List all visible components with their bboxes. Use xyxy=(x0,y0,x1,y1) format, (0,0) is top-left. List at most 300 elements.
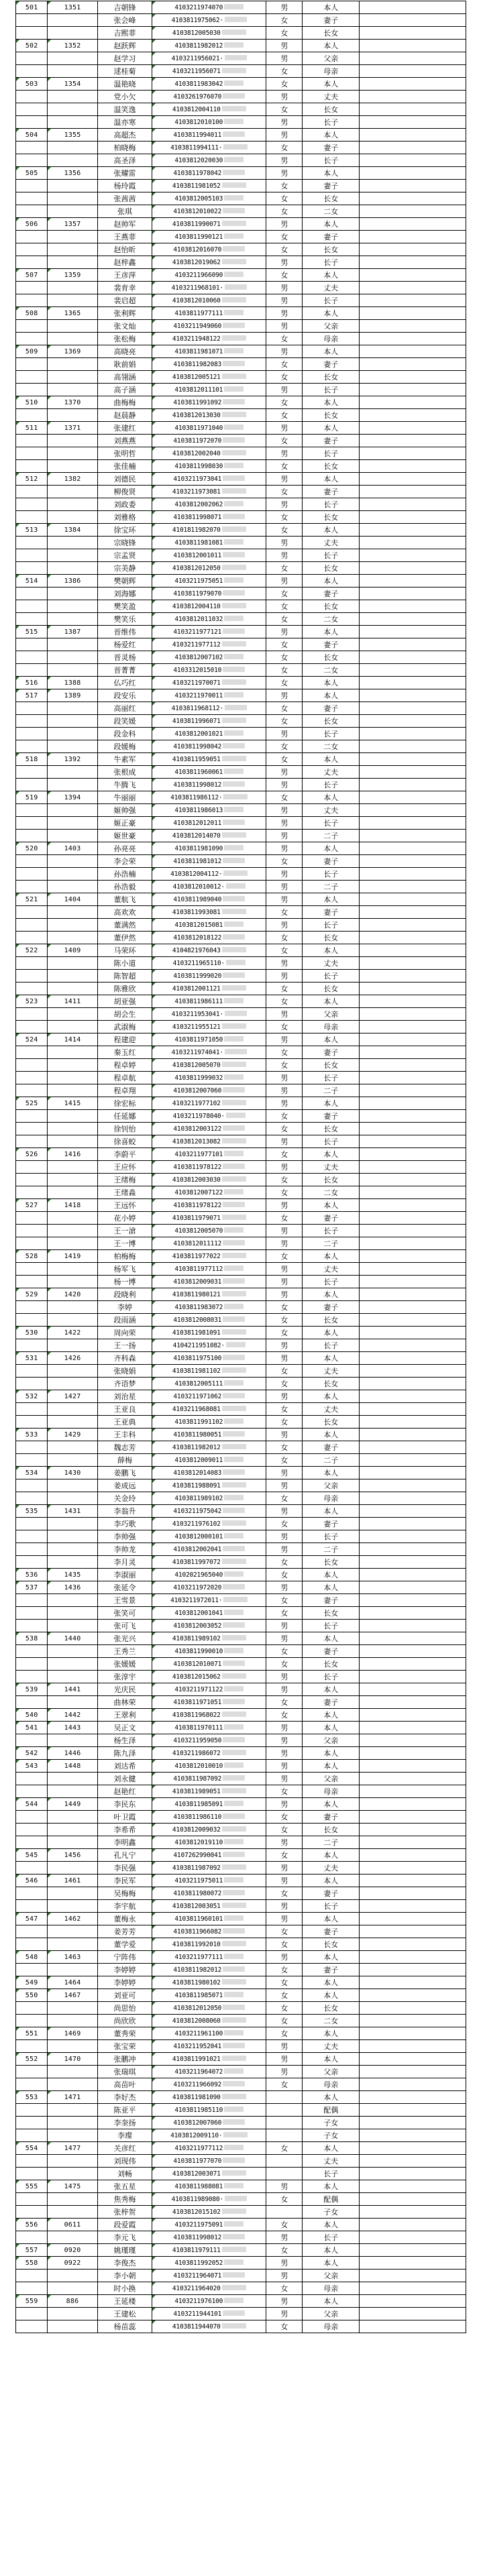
cell-id-number[interactable] xyxy=(152,1989,266,2002)
cell-household-id[interactable] xyxy=(48,626,98,638)
cell-notes[interactable] xyxy=(360,1671,466,1683)
cell-relationship[interactable] xyxy=(303,486,360,498)
cell-gender[interactable] xyxy=(266,753,303,766)
cell-gender[interactable] xyxy=(266,1008,303,1021)
cell-gender[interactable] xyxy=(266,1773,303,1785)
table-row[interactable] xyxy=(16,702,466,715)
table-row[interactable] xyxy=(16,409,466,422)
table-row[interactable] xyxy=(16,524,466,537)
cell-id-number[interactable] xyxy=(152,970,266,983)
cell-sequence-number[interactable] xyxy=(16,2231,48,2244)
table-row[interactable] xyxy=(16,371,466,384)
cell-sequence-number[interactable] xyxy=(16,715,48,728)
cell-gender[interactable] xyxy=(266,2078,303,2091)
cell-relationship[interactable] xyxy=(303,1263,360,1276)
cell-relationship[interactable] xyxy=(303,1441,360,1454)
cell-household-id[interactable] xyxy=(48,27,98,40)
cell-sequence-number[interactable] xyxy=(16,65,48,78)
cell-id-number[interactable] xyxy=(152,626,266,638)
cell-relationship[interactable] xyxy=(303,2053,360,2066)
cell-person-name[interactable] xyxy=(97,868,152,881)
cell-person-name[interactable] xyxy=(97,881,152,893)
cell-person-name[interactable] xyxy=(97,1722,152,1734)
cell-household-id[interactable] xyxy=(48,1301,98,1314)
table-row[interactable] xyxy=(16,804,466,817)
cell-sequence-number[interactable] xyxy=(16,2244,48,2257)
cell-person-name[interactable] xyxy=(97,269,152,282)
cell-notes[interactable] xyxy=(360,1237,466,1250)
cell-id-number[interactable] xyxy=(152,142,266,154)
cell-notes[interactable] xyxy=(360,549,466,562)
cell-household-id[interactable] xyxy=(48,779,98,791)
cell-notes[interactable] xyxy=(360,2282,466,2295)
cell-household-id[interactable] xyxy=(48,78,98,91)
cell-person-name[interactable] xyxy=(97,2078,152,2091)
table-row[interactable] xyxy=(16,1874,466,1887)
cell-notes[interactable] xyxy=(360,1072,466,1084)
cell-household-id[interactable] xyxy=(48,1467,98,1479)
cell-sequence-number[interactable] xyxy=(16,906,48,919)
table-row[interactable] xyxy=(16,906,466,919)
cell-id-number[interactable] xyxy=(152,167,266,180)
cell-id-number[interactable] xyxy=(152,600,266,613)
cell-sequence-number[interactable] xyxy=(16,282,48,294)
cell-relationship[interactable] xyxy=(303,447,360,460)
cell-relationship[interactable] xyxy=(303,1199,360,1212)
cell-relationship[interactable] xyxy=(303,2015,360,2027)
cell-notes[interactable] xyxy=(360,2002,466,2015)
cell-id-number[interactable] xyxy=(152,868,266,881)
cell-relationship[interactable] xyxy=(303,1097,360,1110)
cell-sequence-number[interactable] xyxy=(16,231,48,243)
cell-notes[interactable] xyxy=(360,562,466,575)
cell-relationship[interactable] xyxy=(303,1365,360,1378)
cell-gender[interactable] xyxy=(266,1671,303,1683)
cell-notes[interactable] xyxy=(360,1874,466,1887)
cell-gender[interactable] xyxy=(266,1747,303,1760)
cell-notes[interactable] xyxy=(360,830,466,842)
cell-id-number[interactable] xyxy=(152,881,266,893)
cell-relationship[interactable] xyxy=(303,2206,360,2219)
table-row[interactable] xyxy=(16,27,466,40)
cell-household-id[interactable] xyxy=(48,1250,98,1263)
cell-sequence-number[interactable] xyxy=(16,613,48,626)
cell-household-id[interactable] xyxy=(48,422,98,435)
table-row[interactable] xyxy=(16,1046,466,1059)
cell-sequence-number[interactable] xyxy=(16,1327,48,1339)
cell-household-id[interactable] xyxy=(48,1874,98,1887)
cell-notes[interactable] xyxy=(360,142,466,154)
table-row[interactable] xyxy=(16,1314,466,1327)
cell-household-id[interactable] xyxy=(48,1925,98,1938)
cell-relationship[interactable] xyxy=(303,766,360,779)
table-row[interactable] xyxy=(16,2308,466,2320)
table-row[interactable] xyxy=(16,1632,466,1645)
cell-relationship[interactable] xyxy=(303,473,360,486)
table-row[interactable] xyxy=(16,1683,466,1696)
cell-gender[interactable] xyxy=(266,1212,303,1225)
cell-relationship[interactable] xyxy=(303,396,360,409)
cell-id-number[interactable] xyxy=(152,192,266,205)
cell-id-number[interactable] xyxy=(152,282,266,294)
table-row[interactable] xyxy=(16,1352,466,1365)
cell-sequence-number[interactable] xyxy=(16,1403,48,1416)
cell-sequence-number[interactable] xyxy=(16,1976,48,1989)
cell-gender[interactable] xyxy=(266,1199,303,1212)
cell-sequence-number[interactable] xyxy=(16,1110,48,1123)
cell-id-number[interactable] xyxy=(152,103,266,116)
cell-relationship[interactable] xyxy=(303,435,360,447)
cell-id-number[interactable] xyxy=(152,396,266,409)
cell-person-name[interactable] xyxy=(97,600,152,613)
table-row[interactable] xyxy=(16,2295,466,2308)
cell-household-id[interactable] xyxy=(48,142,98,154)
cell-gender[interactable] xyxy=(266,2180,303,2193)
table-row[interactable] xyxy=(16,1849,466,1862)
table-row[interactable] xyxy=(16,1429,466,1441)
cell-person-name[interactable] xyxy=(97,2117,152,2129)
cell-id-number[interactable] xyxy=(152,1760,266,1773)
cell-sequence-number[interactable] xyxy=(16,1441,48,1454)
cell-gender[interactable] xyxy=(266,1734,303,1747)
table-row[interactable] xyxy=(16,689,466,702)
cell-notes[interactable] xyxy=(360,2078,466,2091)
cell-household-id[interactable] xyxy=(48,2040,98,2053)
cell-gender[interactable] xyxy=(266,1097,303,1110)
cell-notes[interactable] xyxy=(360,1658,466,1671)
cell-relationship[interactable] xyxy=(303,2168,360,2180)
cell-notes[interactable] xyxy=(360,1441,466,1454)
cell-household-id[interactable] xyxy=(48,1569,98,1581)
cell-household-id[interactable] xyxy=(48,613,98,626)
cell-id-number[interactable] xyxy=(152,2282,266,2295)
cell-gender[interactable] xyxy=(266,1709,303,1722)
cell-person-name[interactable] xyxy=(97,893,152,906)
cell-id-number[interactable] xyxy=(152,1747,266,1760)
cell-household-id[interactable] xyxy=(48,702,98,715)
cell-household-id[interactable] xyxy=(48,205,98,218)
cell-id-number[interactable] xyxy=(152,345,266,358)
table-row[interactable] xyxy=(16,180,466,192)
table-row[interactable] xyxy=(16,333,466,345)
cell-relationship[interactable] xyxy=(303,1492,360,1505)
cell-person-name[interactable] xyxy=(97,919,152,932)
cell-id-number[interactable] xyxy=(152,1645,266,1658)
cell-relationship[interactable] xyxy=(303,1734,360,1747)
table-row[interactable] xyxy=(16,1403,466,1416)
cell-household-id[interactable] xyxy=(48,2180,98,2193)
cell-gender[interactable] xyxy=(266,626,303,638)
table-row[interactable] xyxy=(16,587,466,600)
cell-relationship[interactable] xyxy=(303,638,360,651)
cell-notes[interactable] xyxy=(360,2168,466,2180)
cell-notes[interactable] xyxy=(360,154,466,167)
cell-relationship[interactable] xyxy=(303,1874,360,1887)
cell-household-id[interactable] xyxy=(48,269,98,282)
cell-id-number[interactable] xyxy=(152,1033,266,1046)
cell-person-name[interactable] xyxy=(97,1352,152,1365)
cell-relationship[interactable] xyxy=(303,1581,360,1594)
cell-relationship[interactable] xyxy=(303,1403,360,1416)
cell-person-name[interactable] xyxy=(97,1773,152,1785)
cell-person-name[interactable] xyxy=(97,549,152,562)
cell-household-id[interactable] xyxy=(48,1,98,14)
table-row[interactable] xyxy=(16,1250,466,1263)
cell-gender[interactable] xyxy=(266,600,303,613)
cell-id-number[interactable] xyxy=(152,2193,266,2206)
cell-gender[interactable] xyxy=(266,1365,303,1378)
cell-notes[interactable] xyxy=(360,600,466,613)
cell-relationship[interactable] xyxy=(303,740,360,753)
cell-sequence-number[interactable] xyxy=(16,2180,48,2193)
cell-id-number[interactable] xyxy=(152,1543,266,1556)
cell-gender[interactable] xyxy=(266,1288,303,1301)
cell-relationship[interactable] xyxy=(303,1148,360,1161)
cell-relationship[interactable] xyxy=(303,2270,360,2282)
cell-relationship[interactable] xyxy=(303,919,360,932)
cell-sequence-number[interactable] xyxy=(16,1543,48,1556)
cell-sequence-number[interactable] xyxy=(16,1390,48,1403)
cell-relationship[interactable] xyxy=(303,2282,360,2295)
cell-sequence-number[interactable] xyxy=(16,1084,48,1097)
cell-person-name[interactable] xyxy=(97,243,152,256)
cell-relationship[interactable] xyxy=(303,2193,360,2206)
table-row[interactable] xyxy=(16,1976,466,1989)
cell-household-id[interactable] xyxy=(48,2117,98,2129)
cell-household-id[interactable] xyxy=(48,294,98,307)
cell-sequence-number[interactable] xyxy=(16,1760,48,1773)
cell-relationship[interactable] xyxy=(303,1836,360,1849)
cell-id-number[interactable] xyxy=(152,2053,266,2066)
table-row[interactable] xyxy=(16,358,466,371)
cell-relationship[interactable] xyxy=(303,1212,360,1225)
table-row[interactable] xyxy=(16,1212,466,1225)
cell-id-number[interactable] xyxy=(152,944,266,957)
cell-household-id[interactable] xyxy=(48,2231,98,2244)
cell-relationship[interactable] xyxy=(303,129,360,142)
cell-gender[interactable] xyxy=(266,804,303,817)
cell-sequence-number[interactable] xyxy=(16,983,48,995)
cell-sequence-number[interactable] xyxy=(16,1951,48,1964)
cell-notes[interactable] xyxy=(360,638,466,651)
cell-gender[interactable] xyxy=(266,40,303,52)
cell-relationship[interactable] xyxy=(303,2142,360,2155)
cell-person-name[interactable] xyxy=(97,1581,152,1594)
cell-notes[interactable] xyxy=(360,1097,466,1110)
cell-id-number[interactable] xyxy=(152,1785,266,1798)
cell-id-number[interactable] xyxy=(152,1722,266,1734)
cell-id-number[interactable] xyxy=(152,830,266,842)
table-row[interactable] xyxy=(16,932,466,944)
table-row[interactable] xyxy=(16,1186,466,1199)
cell-sequence-number[interactable] xyxy=(16,1632,48,1645)
cell-sequence-number[interactable] xyxy=(16,995,48,1008)
cell-relationship[interactable] xyxy=(303,868,360,881)
cell-relationship[interactable] xyxy=(303,218,360,231)
table-row[interactable] xyxy=(16,1594,466,1607)
cell-notes[interactable] xyxy=(360,2129,466,2142)
cell-sequence-number[interactable] xyxy=(16,944,48,957)
cell-person-name[interactable] xyxy=(97,1288,152,1301)
table-row[interactable] xyxy=(16,638,466,651)
cell-sequence-number[interactable] xyxy=(16,1237,48,1250)
cell-person-name[interactable] xyxy=(97,1365,152,1378)
table-row[interactable] xyxy=(16,2282,466,2295)
cell-household-id[interactable] xyxy=(48,1722,98,1734)
cell-gender[interactable] xyxy=(266,2117,303,2129)
cell-notes[interactable] xyxy=(360,1352,466,1365)
cell-person-name[interactable] xyxy=(97,1887,152,1900)
cell-household-id[interactable] xyxy=(48,1913,98,1925)
cell-notes[interactable] xyxy=(360,868,466,881)
cell-relationship[interactable] xyxy=(303,1798,360,1811)
table-row[interactable] xyxy=(16,2206,466,2219)
cell-sequence-number[interactable] xyxy=(16,2168,48,2180)
cell-sequence-number[interactable] xyxy=(16,2040,48,2053)
cell-household-id[interactable] xyxy=(48,129,98,142)
cell-notes[interactable] xyxy=(360,447,466,460)
cell-household-id[interactable] xyxy=(48,562,98,575)
cell-relationship[interactable] xyxy=(303,2002,360,2015)
cell-id-number[interactable] xyxy=(152,1390,266,1403)
cell-household-id[interactable] xyxy=(48,1199,98,1212)
cell-gender[interactable] xyxy=(266,269,303,282)
cell-person-name[interactable] xyxy=(97,1951,152,1964)
cell-gender[interactable] xyxy=(266,2320,303,2333)
cell-notes[interactable] xyxy=(360,1199,466,1212)
cell-sequence-number[interactable] xyxy=(16,447,48,460)
cell-id-number[interactable] xyxy=(152,91,266,103)
table-row[interactable] xyxy=(16,447,466,460)
cell-relationship[interactable] xyxy=(303,2180,360,2193)
cell-person-name[interactable] xyxy=(97,944,152,957)
cell-household-id[interactable] xyxy=(48,1123,98,1135)
cell-id-number[interactable] xyxy=(152,2308,266,2320)
cell-household-id[interactable] xyxy=(48,345,98,358)
cell-person-name[interactable] xyxy=(97,460,152,473)
table-row[interactable] xyxy=(16,983,466,995)
cell-gender[interactable] xyxy=(266,1798,303,1811)
cell-relationship[interactable] xyxy=(303,1352,360,1365)
cell-person-name[interactable] xyxy=(97,2168,152,2180)
cell-household-id[interactable] xyxy=(48,307,98,320)
cell-gender[interactable] xyxy=(266,677,303,689)
cell-notes[interactable] xyxy=(360,52,466,65)
cell-sequence-number[interactable] xyxy=(16,14,48,27)
cell-id-number[interactable] xyxy=(152,1773,266,1785)
cell-household-id[interactable] xyxy=(48,1811,98,1824)
cell-household-id[interactable] xyxy=(48,2142,98,2155)
cell-person-name[interactable] xyxy=(97,2091,152,2104)
cell-gender[interactable] xyxy=(266,932,303,944)
cell-notes[interactable] xyxy=(360,511,466,524)
table-row[interactable] xyxy=(16,2053,466,2066)
cell-gender[interactable] xyxy=(266,2244,303,2257)
cell-gender[interactable] xyxy=(266,1225,303,1237)
cell-sequence-number[interactable] xyxy=(16,358,48,371)
cell-relationship[interactable] xyxy=(303,167,360,180)
cell-household-id[interactable] xyxy=(48,384,98,396)
cell-notes[interactable] xyxy=(360,2104,466,2117)
cell-notes[interactable] xyxy=(360,1760,466,1773)
cell-person-name[interactable] xyxy=(97,1849,152,1862)
cell-id-number[interactable] xyxy=(152,1964,266,1976)
cell-household-id[interactable] xyxy=(48,906,98,919)
cell-id-number[interactable] xyxy=(152,2015,266,2027)
cell-id-number[interactable] xyxy=(152,1492,266,1505)
cell-id-number[interactable] xyxy=(152,1046,266,1059)
cell-gender[interactable] xyxy=(266,486,303,498)
cell-person-name[interactable] xyxy=(97,1148,152,1161)
cell-relationship[interactable] xyxy=(303,358,360,371)
cell-household-id[interactable] xyxy=(48,1760,98,1773)
cell-relationship[interactable] xyxy=(303,1645,360,1658)
cell-sequence-number[interactable] xyxy=(16,1148,48,1161)
cell-sequence-number[interactable] xyxy=(16,2142,48,2155)
cell-relationship[interactable] xyxy=(303,1072,360,1084)
cell-relationship[interactable] xyxy=(303,944,360,957)
cell-household-id[interactable] xyxy=(48,1607,98,1620)
cell-gender[interactable] xyxy=(266,2295,303,2308)
cell-id-number[interactable] xyxy=(152,1276,266,1288)
cell-household-id[interactable] xyxy=(48,1327,98,1339)
cell-person-name[interactable] xyxy=(97,1390,152,1403)
cell-household-id[interactable] xyxy=(48,2193,98,2206)
cell-household-id[interactable] xyxy=(48,944,98,957)
cell-sequence-number[interactable] xyxy=(16,1530,48,1543)
table-row[interactable] xyxy=(16,1760,466,1773)
cell-sequence-number[interactable] xyxy=(16,600,48,613)
cell-gender[interactable] xyxy=(266,1722,303,1734)
cell-sequence-number[interactable] xyxy=(16,1288,48,1301)
cell-household-id[interactable] xyxy=(48,1747,98,1760)
cell-person-name[interactable] xyxy=(97,282,152,294)
cell-person-name[interactable] xyxy=(97,1378,152,1390)
cell-sequence-number[interactable] xyxy=(16,868,48,881)
cell-household-id[interactable] xyxy=(48,14,98,27)
table-row[interactable] xyxy=(16,1620,466,1632)
cell-relationship[interactable] xyxy=(303,1339,360,1352)
cell-id-number[interactable] xyxy=(152,1874,266,1887)
cell-notes[interactable] xyxy=(360,1900,466,1913)
cell-notes[interactable] xyxy=(360,2193,466,2206)
cell-household-id[interactable] xyxy=(48,1887,98,1900)
cell-id-number[interactable] xyxy=(152,1862,266,1874)
table-row[interactable] xyxy=(16,116,466,129)
cell-person-name[interactable] xyxy=(97,1874,152,1887)
cell-gender[interactable] xyxy=(266,1913,303,1925)
cell-relationship[interactable] xyxy=(303,613,360,626)
cell-relationship[interactable] xyxy=(303,1276,360,1288)
cell-sequence-number[interactable] xyxy=(16,371,48,384)
table-row[interactable] xyxy=(16,1416,466,1429)
cell-gender[interactable] xyxy=(266,333,303,345)
cell-relationship[interactable] xyxy=(303,409,360,422)
cell-relationship[interactable] xyxy=(303,881,360,893)
table-row[interactable] xyxy=(16,2193,466,2206)
cell-notes[interactable] xyxy=(360,2219,466,2231)
cell-id-number[interactable] xyxy=(152,498,266,511)
cell-relationship[interactable] xyxy=(303,1709,360,1722)
table-row[interactable] xyxy=(16,1581,466,1594)
table-row[interactable] xyxy=(16,2244,466,2257)
cell-gender[interactable] xyxy=(266,1938,303,1951)
cell-person-name[interactable] xyxy=(97,2104,152,2117)
cell-notes[interactable] xyxy=(360,932,466,944)
cell-sequence-number[interactable] xyxy=(16,103,48,116)
cell-person-name[interactable] xyxy=(97,1212,152,1225)
cell-notes[interactable] xyxy=(360,995,466,1008)
